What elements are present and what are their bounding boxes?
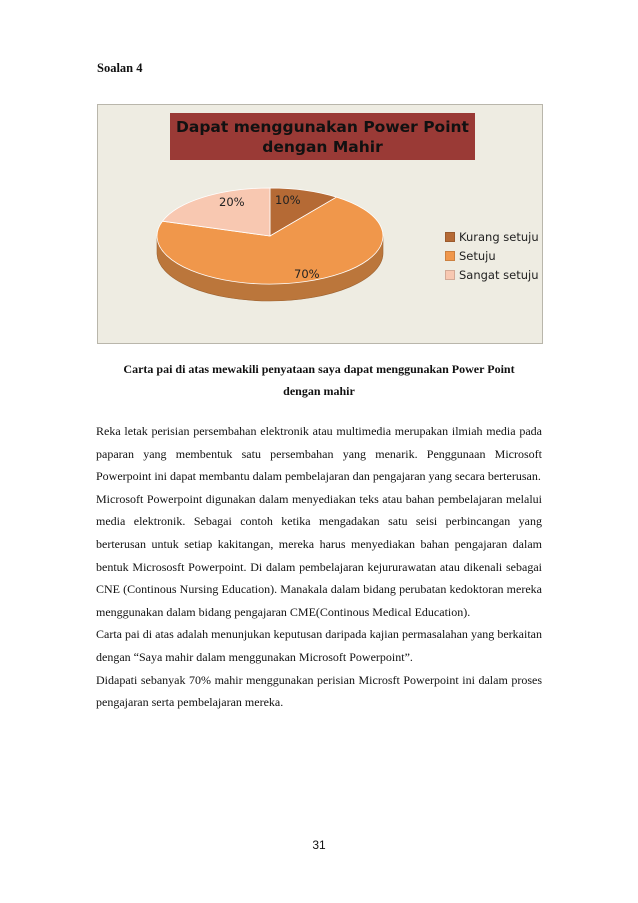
- chart-title-line2: dengan Mahir: [262, 138, 383, 156]
- pie-chart: [97, 104, 543, 344]
- slice-label-sangat-setuju: 20%: [219, 195, 245, 209]
- legend-label: Kurang setuju: [459, 229, 539, 244]
- legend-label: Setuju: [459, 248, 496, 263]
- paragraph: Didapati sebanyak 70% mahir menggunakan perisian Microsft Powerpoint ini dalam proses pengajaran serta pembelajaran mereka.: [96, 672, 542, 710]
- paragraph: Carta pai di atas adalah menunjukan keputusan daripada kajian permasalahan yang berkaitan dengan “Saya mahir dalam menggunakan Microsoft Powerpoint”.: [96, 627, 542, 664]
- page-number: 31: [312, 838, 326, 852]
- paragraph: Microsoft Powerpoint digunakan dalam menyediakan teks atau bahan pembelajaran melalui media elektronik. Sebagai contoh ketika mengadakan satu seisi perbincangan yang berterusan untuk setiap kakitangan, mereka harus menyediakan bahan pengajaran dalam bentuk Micrososft Powerpoint. Di dalam pembelajaran kejururawatan atau dikenali sebagai CNE (Continous Nursing Education). Manakala dalam bidang perubatan kedoktoran mereka menggunakan dalam bidang pengajaran CME(Continous Medical Education).: [96, 491, 542, 619]
- chart-title-line1: Dapat menggunakan Power Point: [176, 118, 469, 136]
- slice-label-kurang-setuju: 10%: [275, 193, 301, 207]
- legend-swatch: [445, 232, 455, 242]
- paragraph: Reka letak perisian persembahan elektronik atau multimedia merupakan ilmiah media pada paparan yang membentuk satu persembahan yang menarik. Penggunaan Microsoft Powerpoint ini dapat membantu dalam pembelajaran dan pengajaran yang secara berterusan.: [96, 424, 542, 484]
- legend-item-kurang-setuju: [445, 227, 539, 246]
- legend-item-setuju: [445, 246, 539, 265]
- body-text: [96, 420, 542, 714]
- slice-label-setuju: 70%: [294, 267, 320, 281]
- legend-swatch: [445, 270, 455, 280]
- caption-line2: dengan mahir: [283, 384, 355, 398]
- chart-caption: [96, 358, 542, 402]
- pie-svg: [98, 105, 544, 345]
- legend-label: Sangat setuju: [459, 267, 539, 282]
- caption-line1: Carta pai di atas mewakili penyataan saya dapat menggunakan Power Point: [123, 362, 515, 376]
- section-heading: Soalan 4: [97, 61, 143, 75]
- legend-swatch: [445, 251, 455, 261]
- chart-legend: [445, 227, 539, 284]
- legend-item-sangat-setuju: [445, 265, 539, 284]
